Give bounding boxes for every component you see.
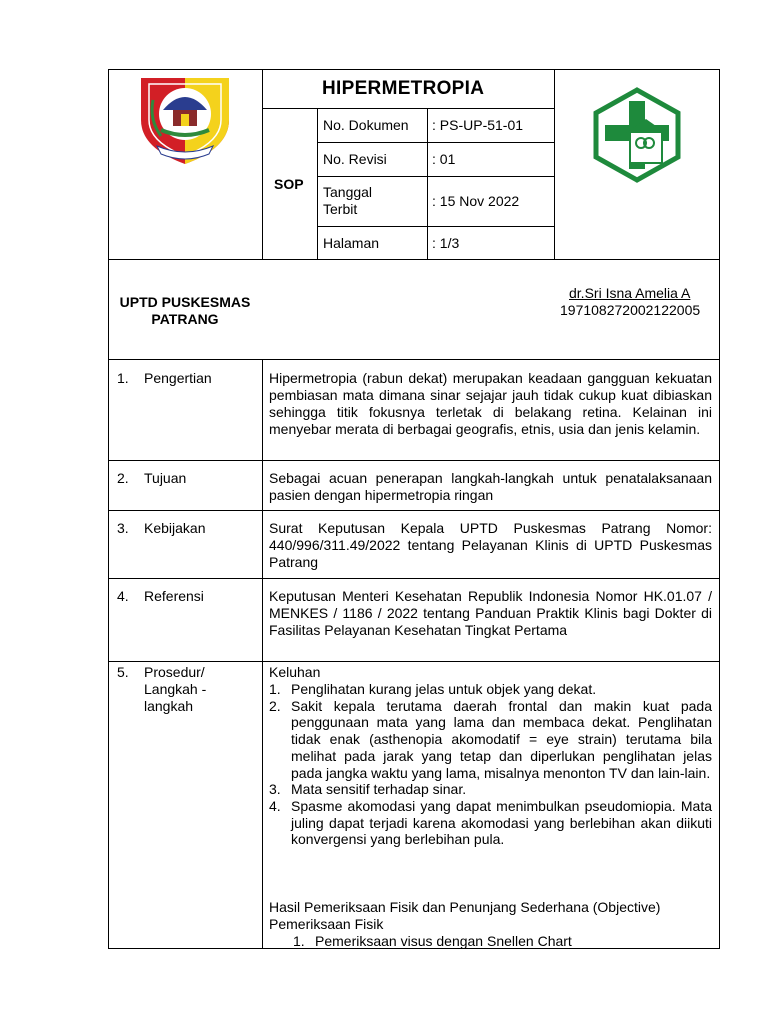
- section-5-title-line3: langkah: [144, 698, 194, 714]
- signer-name: dr.Sri Isna Amelia A: [569, 285, 691, 301]
- section-3-number: 3.: [117, 520, 129, 536]
- row-line-3: [317, 226, 555, 227]
- row-line-2: [317, 176, 555, 177]
- section-1-number: 1.: [117, 370, 129, 386]
- section-4-number: 4.: [117, 588, 129, 604]
- keluhan-item-4-text: Spasme akomodasi yang dapat menimbulkan pseudomiopia. Mata juling dapat terjadi karena akomodasi yang berlebihan akan diikuti konvergensi yang berlebihan pula.: [291, 797, 712, 848]
- section-3-title: Kebijakan: [144, 520, 206, 536]
- document-title: HIPERMETROPIA: [322, 78, 485, 99]
- section-2-text: Sebagai acuan penerapan langkah-langkah untuk penatalaksanaan pasien dengan hipermetropia ringan: [269, 470, 712, 503]
- keluhan-item-3-number: 3.: [269, 781, 281, 798]
- section-line-4: [108, 661, 720, 662]
- row-line-1: [317, 142, 555, 143]
- fisik-heading: Pemeriksaan Fisik: [269, 916, 384, 932]
- keluhan-item-2: [269, 698, 712, 782]
- header-divider-3: [427, 108, 428, 260]
- section-5-title-line2: Langkah -: [144, 681, 207, 697]
- section-line-3: [108, 578, 720, 579]
- header-divider-2: [317, 108, 318, 260]
- keluhan-item-2-text: Sakit kepala terutama daerah frontal dan makin kuat pada penggunaan mata yang lama dan membaca dekat. Penglihatan tidak enak (asthenopia akomodatif = eye strain) terutama bila melihat pada jarak yang tetap dan diperlukan penglihatan jelas pada jangka waktu yang lama, misalnya menonton TV dan lain-lain.: [291, 697, 712, 781]
- objective-heading: Hasil Pemeriksaan Fisik dan Penunjang Sederhana (Objective): [269, 899, 661, 915]
- keluhan-item-2-number: 2.: [269, 697, 281, 714]
- keluhan-item-4-number: 4.: [269, 797, 281, 814]
- jember-emblem-logo: [135, 70, 235, 166]
- header-bottom-line: [108, 259, 720, 260]
- org-row-bottom-line: [108, 359, 720, 360]
- section-5-title-line1: Prosedur/: [144, 664, 205, 680]
- org-name-line1: UPTD PUSKESMAS: [119, 294, 251, 310]
- label-no-revisi: No. Revisi: [323, 151, 387, 167]
- section-5-number: 5.: [117, 664, 129, 680]
- keluhan-list: [269, 681, 712, 848]
- label-halaman: Halaman: [323, 235, 380, 251]
- section-1-text: Hipermetropia (rabun dekat) merupakan keadaan gangguan kekuatan pembiasan mata dimana sinar sejajar jauh tidak cukup kuat dibiaskan sehingga titik fokusnya terletak di belakang retina. Kelainan ini menyebar merata di berbagai geografis, etnis, usia dan jenis kelamin.: [269, 370, 712, 437]
- fisik-item-1-number: 1.: [293, 933, 305, 949]
- table-border-right: [719, 69, 720, 949]
- value-no-revisi: : 01: [432, 151, 456, 167]
- section-1-title: Pengertian: [144, 370, 212, 386]
- keluhan-item-1-text: Penglihatan kurang jelas untuk objek yang dekat.: [291, 681, 597, 697]
- keluhan-item-4: [269, 798, 712, 848]
- label-no-dokumen: No. Dokumen: [323, 117, 409, 133]
- section-3-text: Surat Keputusan Kepala UPTD Puskesmas Patrang Nomor: 440/996/311.49/2022 tentang Pelayanan Klinis di UPTD Puskesmas Patrang: [269, 520, 712, 570]
- label-terbit: Terbit: [323, 201, 358, 217]
- header-divider-1: [262, 69, 263, 260]
- keluhan-item-1: [269, 681, 712, 698]
- org-name-line2: PATRANG: [151, 311, 219, 327]
- keluhan-heading: Keluhan: [269, 664, 321, 680]
- fisik-item-1-text: Pemeriksaan visus dengan Snellen Chart: [315, 933, 572, 949]
- section-2-number: 2.: [117, 470, 129, 486]
- value-tanggal-terbit: : 15 Nov 2022: [432, 193, 520, 209]
- section-line-1: [108, 460, 720, 461]
- keluhan-item-3: [269, 781, 712, 798]
- table-border-left: [108, 69, 109, 949]
- section-4-text: Keputusan Menteri Kesehatan Republik Indonesia Nomor HK.01.07 / MENKES / 1186 / 2022 tentang Panduan Praktik Klinis bagi Dokter di Fasilitas Pelayanan Kesehatan Tingkat Pertama: [269, 588, 712, 638]
- body-column-divider: [262, 359, 263, 949]
- sop-label: SOP: [274, 176, 304, 192]
- value-halaman: : 1/3: [432, 235, 460, 251]
- section-2-title: Tujuan: [144, 470, 187, 486]
- value-no-dokumen: : PS-UP-51-01: [432, 117, 524, 133]
- keluhan-item-3-text: Mata sensitif terhadap sinar.: [291, 781, 467, 798]
- puskesmas-logo: [592, 87, 682, 183]
- keluhan-item-1-number: 1.: [269, 681, 281, 697]
- section-4-title: Referensi: [144, 588, 204, 604]
- header-divider-4: [554, 69, 555, 260]
- label-tanggal: Tanggal: [323, 184, 373, 200]
- signer-id: 197108272002122005: [560, 302, 701, 318]
- title-bottom-line: [262, 108, 555, 109]
- section-line-2: [108, 510, 720, 511]
